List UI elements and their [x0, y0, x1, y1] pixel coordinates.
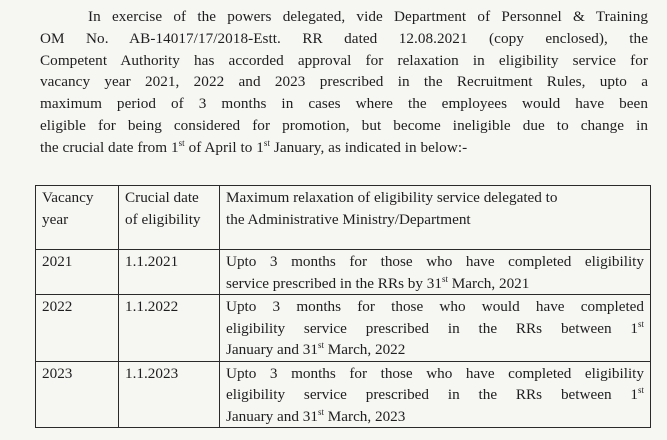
header-text: the Administrative Ministry/Department	[226, 210, 471, 228]
text-fragment: January and 31	[226, 407, 318, 425]
cell-relaxation	[220, 361, 651, 428]
cell-line: Upto 3 months for those who have completed eligibility	[226, 253, 644, 270]
superscript: st	[317, 339, 324, 350]
cell-date: 1.1.2022	[119, 295, 220, 362]
text-fragment: eligibility service prescribed in the RRs between 1	[226, 386, 638, 403]
superscript: st	[441, 273, 448, 284]
paragraph-line: Competent Authority has accorded approval for relaxation in eligibility service for	[40, 51, 648, 69]
header-text: Vacancy	[42, 189, 94, 206]
paragraph-line: eligible for being considered for promotion, but become ineligible due to change in	[40, 116, 648, 134]
paragraph-line: In exercise of the powers delegated, vide Department of Personnel & Training	[88, 8, 648, 25]
text-fragment: January and 31	[226, 341, 318, 358]
table-row	[36, 361, 651, 428]
paragraph-last-line	[40, 137, 648, 159]
paragraph-line: vacancy year 2021, 2022 and 2023 prescribed in the Recruitment Rules, upto a	[40, 73, 648, 91]
table-header-row	[36, 186, 651, 250]
text-fragment: January, as indicated in below:-	[270, 138, 468, 156]
superscript: st	[637, 384, 644, 395]
cell-line	[226, 273, 644, 295]
cell-year: 2023	[36, 361, 119, 428]
cell-relaxation	[220, 250, 651, 295]
cell-year: 2021	[36, 250, 119, 295]
text-fragment: service prescribed in the RRs by 31	[226, 274, 442, 292]
header-text: Maximum relaxation of eligibility service delegated to	[226, 189, 558, 206]
text-fragment: March, 2021	[447, 274, 530, 292]
text-fragment: March, 2023	[323, 407, 406, 425]
text-fragment: eligibility service prescribed in the RRs between 1	[226, 319, 638, 337]
header-text: of eligibility	[125, 210, 201, 228]
relaxation-table	[35, 185, 651, 428]
cell-line: Upto 3 months for those who have completed eligibility	[226, 364, 644, 382]
cell-year: 2022	[36, 295, 119, 362]
superscript: st	[637, 318, 644, 329]
table-row	[36, 250, 651, 295]
intro-paragraph	[40, 6, 648, 159]
text-fragment: of April to 1	[184, 138, 264, 156]
header-vacancy-year	[36, 186, 119, 250]
paragraph-line: OM No. AB-14017/17/2018-Estt. RR dated 12.08.2021 (copy enclosed), the	[40, 29, 648, 47]
cell-line	[226, 318, 644, 340]
cell-relaxation	[220, 295, 651, 362]
header-text: Crucial date	[125, 189, 199, 206]
superscript: st	[263, 137, 271, 148]
cell-line	[226, 339, 644, 361]
header-text: year	[42, 210, 69, 228]
paragraph-line: maximum period of 3 months in cases where the employees would have been	[40, 95, 648, 113]
cell-date: 1.1.2021	[119, 250, 220, 295]
header-max-relaxation	[220, 186, 651, 250]
cell-date: 1.1.2023	[119, 361, 220, 428]
header-crucial-date	[119, 186, 220, 250]
cell-line	[226, 406, 644, 428]
superscript: st	[178, 137, 185, 148]
table-row	[36, 295, 651, 362]
cell-line: Upto 3 months for those who would have completed	[226, 298, 644, 315]
text-fragment: March, 2022	[323, 341, 406, 358]
text-fragment: the crucial date from 1	[40, 138, 179, 156]
cell-line	[226, 384, 644, 406]
superscript: st	[317, 406, 324, 417]
